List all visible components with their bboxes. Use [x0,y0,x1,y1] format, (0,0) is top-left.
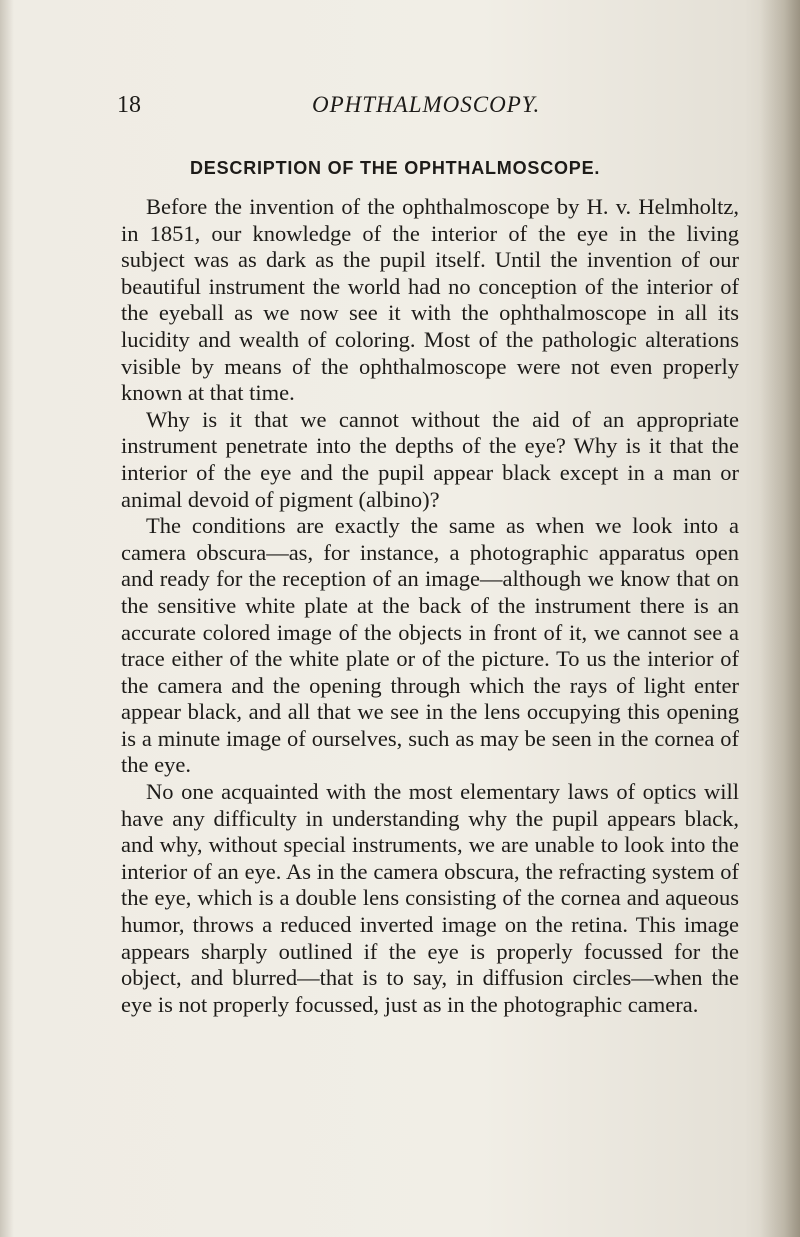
section-title: DESCRIPTION OF THE OPHTHALMOSCOPE. [190,158,601,178]
running-head [0,92,800,122]
page-number: 18 [117,92,141,118]
paragraph: The conditions are exactly the same as when we look into a camera obscura—as, for instance, a photographic apparatus open and ready for the reception of an image—although we know that on the sensitive white plate at the back of the instrument there is an accurate colored image of the objects in front of it, we cannot see a trace either of the white plate or of the picture. To us the interior of the camera and the opening through which the rays of light enter appear black, and all that we see in the lens occupying this opening is a minute image of ourselves, such as may be seen in the cornea of the eye. [121,513,739,778]
paragraph: No one acquainted with the most elementary laws of optics will have any difficulty in understanding why the pupil appears black, and why, without special instruments, we are unable to look into the interior of an eye. As in the camera obscura, the refracting system of the eye, which is a double lens consisting of the cornea and aqueous humor, throws a reduced inverted image on the retina. This image appears sharply outlined if the eye is properly focussed for the object, and blurred—that is to say, in diffusion circles—when the eye is not properly focussed, just as in the photographic camera. [121,779,739,1017]
body-text [121,194,739,1018]
page-gutter-shadow [0,0,14,1237]
running-title: OPHTHALMOSCOPY. [312,92,541,117]
page-edge-shadow [760,0,800,1237]
paragraph: Before the invention of the ophthalmoscope by H. v. Helmholtz, in 1851, our knowledge of the interior of the eye in the living subject was as dark as the pupil itself. Until the invention of our beautiful instrument the world had no conception of the interior of the eyeball as we now see it with the ophthalmoscope in all its lucidity and wealth of coloring. Most of the pathologic alterations visible by means of the ophthalmoscope were not even properly known at that time. [121,194,739,406]
paragraph: Why is it that we cannot without the aid of an appropriate instrument penetrate into the depths of the eye? Why is it that the interior of the eye and the pupil appear black except in a man or animal devoid of pigment (albino)? [121,406,739,512]
